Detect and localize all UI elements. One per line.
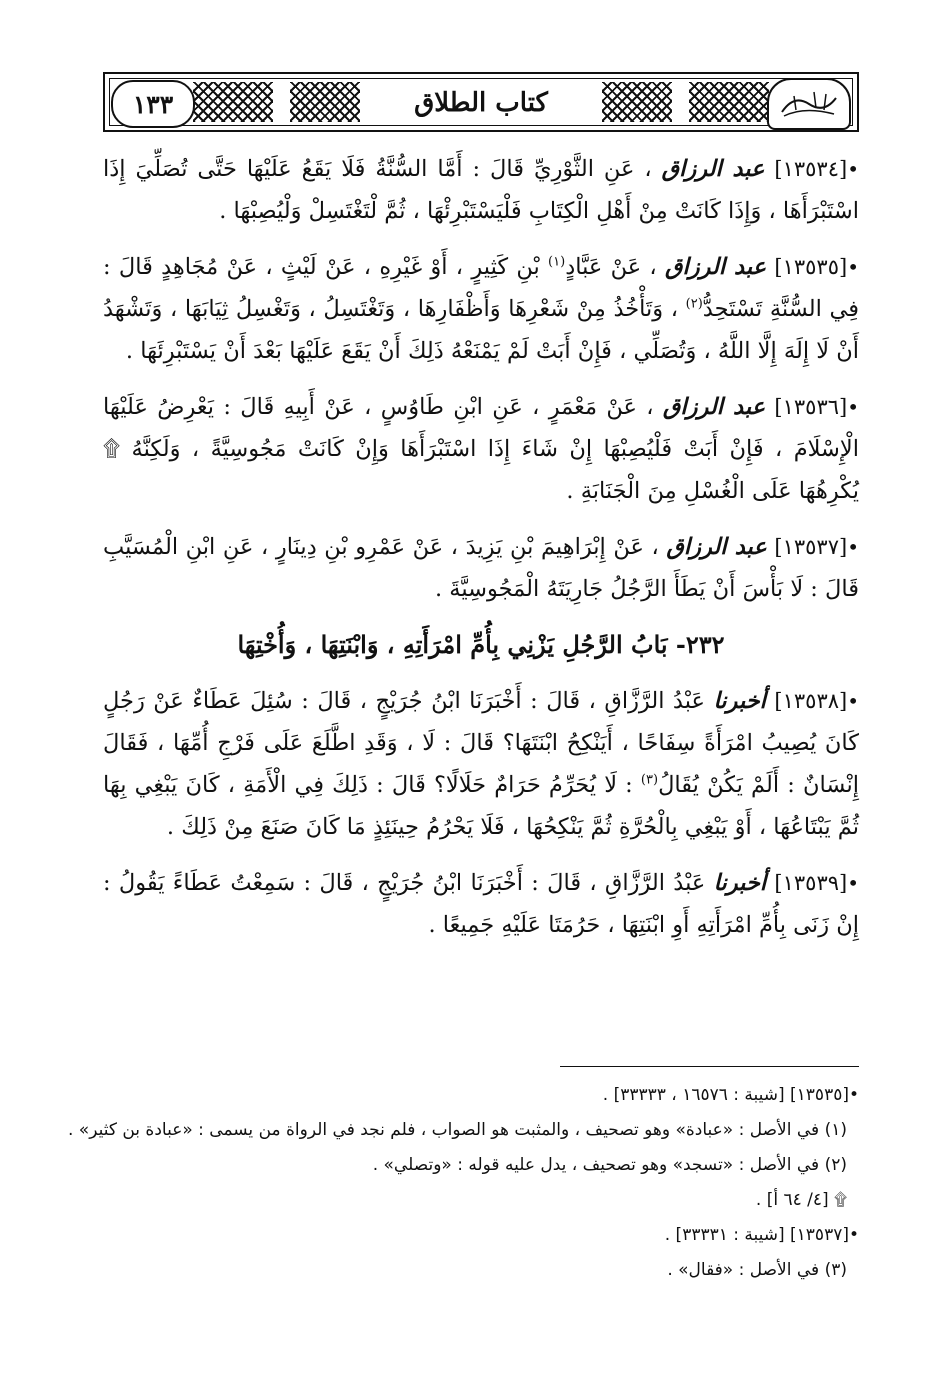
isnad-name: عبد الرزاق: [666, 534, 767, 560]
isnad-name: عبد الرزاق: [662, 394, 766, 420]
footnote-item: (٢) في الأصل : «تسجد» وهو تصحيف ، يدل عليه قوله : «وتصلي» .: [372, 1155, 847, 1175]
hadith-text: عَبْدُ الرَّزَّاقِ ، قَالَ : أَخْبَرَنَا ابْنُ جُرَيْجٍ ، قَالَ : سُئِلَ عَطَاءٌ عَنْ رَجُلٍ كَانَ يُصِيبُ امْرَأَةً سِفَاحًا ، أَيَنْكِحُ ابْنَتَهَا؟ قَالَ : لَا ، وَقَدِ اطَّلَعَ عَلَى فَرْجِ أُمِّهَا ، فَقَالَ إِنْسَانٌ : أَلَمْ يَكُنْ يُقَالُ: [103, 688, 859, 798]
ornament-right: [689, 82, 769, 122]
isnad-name: عبد الرزاق: [664, 254, 767, 280]
bullet: •: [847, 255, 859, 279]
hadith-number: [١٣٥٣٦]: [774, 395, 848, 419]
footnotes: [67, 1078, 859, 1288]
hadith-text: : لَا يُحَرِّمُ حَرَامٌ حَلَالًا؟ قَالَ : ذَلِكَ فِي الْأَمَةِ ، كَانَ يَبْغِي بِهَا ثُمَّ يَبْتَاعُهَا ، أَوْ يَبْغِي بِالْحُرَّةِ ثُمَّ يَنْكِحُهَا ، فَلَا يَحْرُمُ حِينَئِذٍ مَا كَانَ صَنَعَ مِنْ ذَلِكَ .: [103, 772, 859, 840]
hadith-entry: [103, 680, 859, 848]
hadith-text: عَبْدُ الرَّزَّاقِ ، قَالَ : أَخْبَرَنَا ابْنُ جُرَيْجٍ ، قَالَ : سَمِعْتُ عَطَاءً يَقُولُ : إِنْ زَنَى بِأُمِّ امْرَأَتِهِ أَوِ ابْنَتِهَا ، حَرُمَتَا عَلَيْهِ جَمِيعًا .: [103, 870, 859, 938]
ornament-left: [193, 82, 273, 122]
calligraphy-logo-icon: [774, 84, 844, 124]
running-title: كتاب الطلاق: [365, 83, 597, 123]
footnote-item: (٣) في الأصل : «فقال» .: [667, 1260, 847, 1280]
page-header: [103, 72, 859, 132]
hadith-number: [١٣٥٣٤]: [774, 157, 848, 181]
hadith-text: ، وَتَأْخُذُ مِنْ شَعْرِهَا وَأَظْفَارِهَا ، وَتَغْتَسِلُ ، وَتَغْسِلُ ثِيَابَهَا ، وَتَشْهَدُ أَنْ لَا إِلَهَ إِلَّا اللَّهُ ، وَتُصَلِّي ، فَإِنْ أَبَتْ لَمْ يَمْنَعْهُ ذَلِكَ أَنْ يَقَعَ عَلَيْهَا بَعْدَ أَنْ يَسْتَبْرِئَهَا .: [103, 296, 859, 364]
hadith-entry: [103, 148, 859, 232]
hadith-text: بْنِ كَثِيرٍ ، أَوْ غَيْرِهِ ، عَنْ لَيْثٍ ، عَنْ مُجَاهِدٍ قَالَ : فِي السُّنَّةِ تَسْتَحِدُّ: [103, 254, 859, 322]
page-number-frame: [111, 80, 195, 128]
footnote-source: •[١٣٥٣٥] [شيبة : ١٦٥٧٦ ، ٣٣٣٣٣] .: [602, 1085, 859, 1105]
ornament-mid-right: [602, 82, 672, 122]
hadith-entry: [103, 862, 859, 946]
bullet: •: [847, 871, 860, 895]
hadith-text: ، عَنْ إِبْرَاهِيمَ بْنِ يَزِيدَ ، عَنْ عَمْرِو بْنِ دِينَارٍ ، عَنِ ابْنِ الْمُسَيَّبِ قَالَ : لَا بَأْسَ أَنْ يَطَأَ الرَّجُلُ جَارِيَتَهُ الْمَجُوسِيَّةَ .: [103, 534, 859, 602]
isnad-name: أخبرنا: [713, 870, 767, 896]
footnote-ref: (٢): [685, 296, 703, 312]
hadith-text: ، عَنْ مَعْمَرٍ ، عَنِ ابْنِ طَاوُسٍ ، عَنْ أَبِيهِ قَالَ : يَعْرِضُ عَلَيْهَا الْإِسْلَامَ ، فَإِنْ أَبَتْ فَلْيُصِبْهَا إِنْ شَاءَ إِذَا اسْتَبْرَأَهَا وَإِنْ كَانَتْ مَجُوسِيَّةً ، وَلَكِنَّهُ ۩ يُكْرِهُهَا عَلَى الْغُسْلِ مِنَ الْجَنَابَةِ .: [103, 394, 859, 504]
page-number: ١٣٣: [132, 89, 174, 119]
hadith-number: [١٣٥٣٥]: [774, 255, 848, 279]
bullet: •: [847, 395, 860, 419]
hadith-entry: [103, 246, 859, 372]
hadith-entry: [103, 386, 859, 512]
ornament-mid-left: [290, 82, 360, 122]
bullet: •: [847, 157, 859, 181]
footnote-ref: (٣): [640, 772, 659, 788]
footnote-source: •[١٣٥٣٧] [شيبة : ٣٣٣٣١] .: [664, 1225, 859, 1245]
footnote-ref: (١): [548, 254, 566, 270]
hadith-number: [١٣٥٣٧]: [774, 535, 848, 559]
hadith-number: [١٣٥٣٨]: [774, 689, 848, 713]
main-text: [103, 148, 859, 960]
hadith-entry: [103, 526, 859, 610]
isnad-name: عبد الرزاق: [661, 156, 765, 182]
hadith-text: ، عَنْ عَبَّادٍ: [565, 254, 657, 280]
publisher-logo: [767, 78, 851, 130]
chapter-heading: ٢٣٢- بَابُ الرَّجُلِ يَزْنِي بِأُمِّ امْرَأَتِهِ ، وَابْنَتِهَا ، وَأُخْتِهَا: [237, 630, 725, 659]
hadith-number: [١٣٥٣٩]: [774, 871, 848, 895]
bullet: •: [847, 689, 860, 713]
bullet: •: [847, 535, 859, 559]
isnad-name: أخبرنا: [713, 688, 766, 714]
footnote-item: (١) في الأصل : «عبادة» وهو تصحيف ، والمثبت هو الصواب ، فلم نجد في الرواة من يسمى : «عبادة بن كثير» .: [67, 1120, 847, 1140]
footnote-manuscript-ref: ۩ [٤/ ٦٤ أ] .: [755, 1190, 847, 1210]
hadith-text: ، عَنِ الثَّوْرِيِّ قَالَ : أَمَّا السُّنَّةُ فَلَا يَقَعُ عَلَيْهَا حَتَّى تُصَلِّيَ إِذَا اسْتَبْرَأَهَا ، وَإِذَا كَانَتْ مِنْ أَهْلِ الْكِتَابِ فَلْيَسْتَبْرِئْهَا ، ثُمَّ لْتَغْتَسِلْ وَلْيُصِبْهَا .: [103, 156, 859, 224]
footnote-divider: [560, 1066, 859, 1067]
